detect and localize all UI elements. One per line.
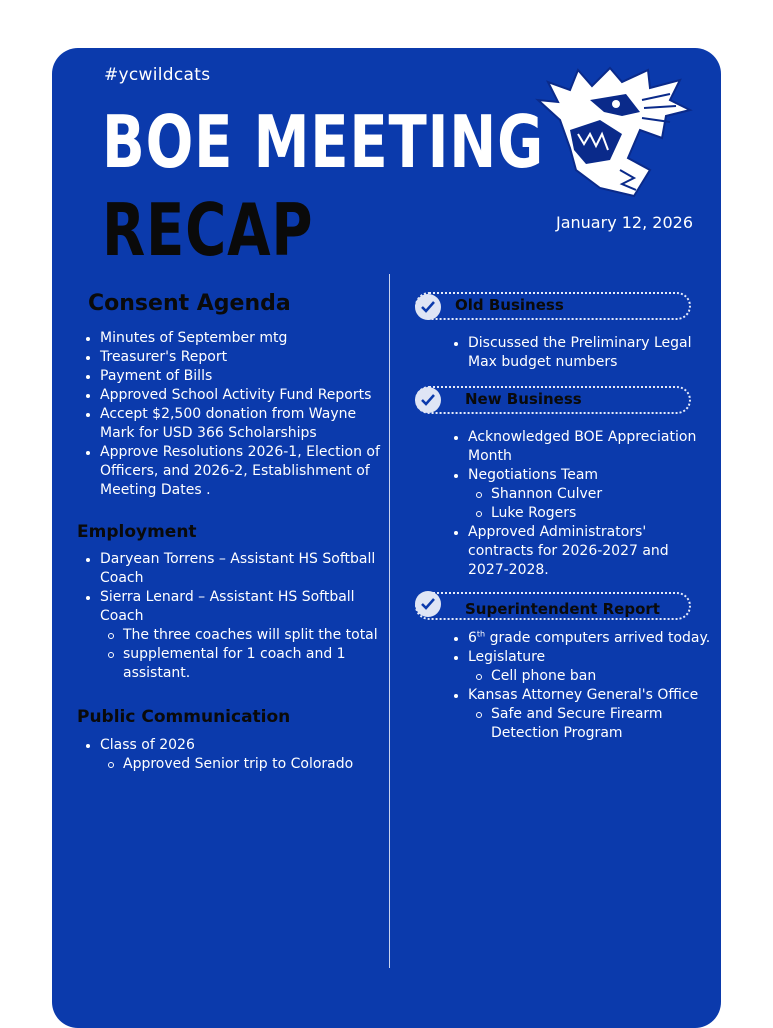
list-item: Negotiations Team [444,466,714,485]
list-item-cont: Mark for USD 366 Scholarships [100,425,317,441]
list-item: Discussed the Preliminary Legal [444,334,714,353]
ordinal-suffix: th [476,629,486,639]
employment-heading: Employment [77,522,197,542]
old-business-list [444,334,714,372]
check-circle-icon [415,591,441,617]
list-item: Legislature [444,648,714,667]
list-item [444,629,714,648]
title-line-2: RECAP [102,188,314,272]
check-circle-icon [415,294,441,320]
list-item: Approved School Activity Fund Reports [76,386,386,405]
list-item: Sierra Lenard – Assistant HS Softball [76,588,386,607]
recap-card [52,48,721,1028]
superintendent-report-heading: Superintendent Report [465,600,660,618]
superintendent-report-list [444,629,714,743]
list-item: Class of 2026 [76,736,386,755]
list-item: Payment of Bills [76,367,386,386]
list-item: Acknowledged BOE Appreciation [444,428,714,447]
list-item-cont: 2027-2028. [468,562,549,578]
sub-list-item-cont: supplemental for 1 coach and 1 [76,645,386,664]
title-line-1: BOE MEETING [102,100,544,184]
list-item: Accept $2,500 donation from Wayne [76,405,386,424]
list-item-cont: Coach [100,570,144,586]
sub-list-item: Shannon Culver [444,485,714,504]
list-item: Daryean Torrens – Assistant HS Softball [76,550,386,569]
public-communication-heading: Public Communication [77,707,291,727]
new-business-heading: New Business [465,390,582,408]
consent-agenda-heading: Consent Agenda [88,291,291,316]
public-communication-list [76,736,386,774]
wildcat-logo-icon [530,60,695,200]
sub-list-item: Approved Senior trip to Colorado [76,755,386,774]
hashtag: #ycwildcats [104,65,211,85]
column-divider [389,274,390,968]
meeting-date: January 12, 2026 [556,213,693,232]
old-business-heading: Old Business [455,296,564,314]
sub-list-item-cont: Detection Program [491,725,623,741]
grade-number: 6 [468,630,477,646]
sub-list-item: Luke Rogers [444,504,714,523]
grade-text: grade computers arrived today. [485,630,711,646]
sub-list-item: The three coaches will split the total [76,626,386,645]
list-item: Minutes of September mtg [76,329,386,348]
check-circle-icon [415,387,441,413]
list-item: Approved Administrators' [444,523,714,542]
sub-list-item: Cell phone ban [444,667,714,686]
list-item-cont: Max budget numbers [468,354,618,370]
list-item-cont: Officers, and 2026-2, Establishment of [100,463,370,479]
sub-list-item: Safe and Secure Firearm [444,705,714,724]
list-item-cont: Month [468,448,512,464]
list-item-cont: Meeting Dates . [100,482,211,498]
list-item: Kansas Attorney General's Office [444,686,714,705]
list-item-cont: Coach [100,608,144,624]
employment-list [76,550,386,683]
list-item: Approve Resolutions 2026-1, Election of [76,443,386,462]
new-business-list [444,428,714,580]
list-item: Treasurer's Report [76,348,386,367]
list-item-cont: contracts for 2026-2027 and [468,543,669,559]
sub-list-item-cont: assistant. [123,665,191,681]
consent-agenda-list [76,329,386,500]
